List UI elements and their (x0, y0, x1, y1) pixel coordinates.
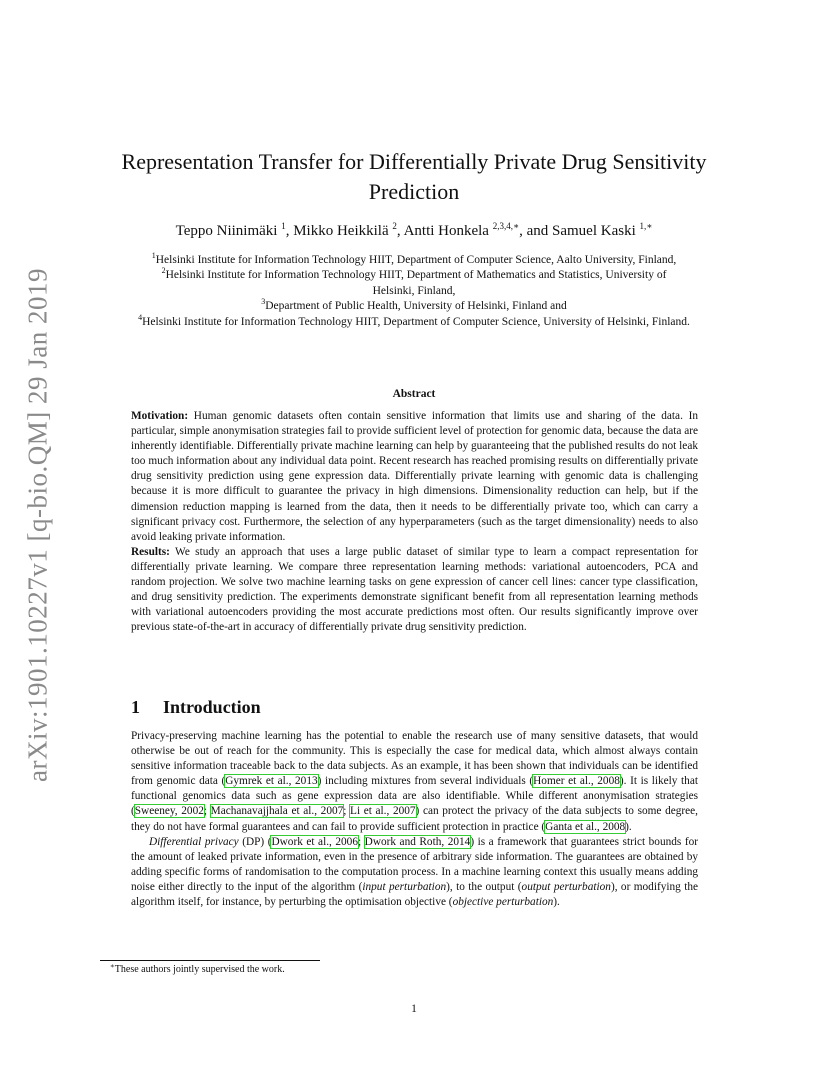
citation-link[interactable]: Machanavajjhala et al., 2007 (210, 805, 344, 818)
affiliation-sup: 1 (151, 251, 156, 260)
affiliation-4 (90, 312, 738, 330)
affiliations (90, 253, 738, 330)
title-line-1: Representation Transfer for Differentially Private Drug Sensitivity (121, 149, 707, 174)
author-affil-sup: 1,∗ (639, 221, 653, 231)
author-name: Antti Honkela (403, 223, 489, 239)
affiliation-3 (90, 299, 738, 314)
text-run: ) is a framework that guarantees strict bounds for the amount of leaked private information, even in the presence of arbitrary side information. The guarantees are obtained by adding specific forms of randomisation to the computation process. In a machine learning context this usually means adding noise either directly to the input of the algorithm ( (131, 835, 698, 893)
affiliation-text: Helsinki Institute for Information Technology HIIT, Department of Computer Science, University of Helsinki, Finland. (142, 315, 690, 328)
abstract-heading: Abstract (392, 388, 436, 400)
intro-paragraph-1 (131, 729, 698, 835)
author-name: Mikko Heikkilä (293, 223, 389, 239)
emphasis-term: Differential privacy (149, 835, 239, 848)
author-name: Samuel Kaski (552, 223, 636, 239)
citation-link[interactable]: Homer et al., 2008 (533, 775, 620, 788)
text-run: ), or modifying the algorithm itself, for instance, by perturbing the optimisation objective ( (131, 880, 699, 909)
text-run: Privacy-preserving machine learning has the potential to enable the research use of many sensitive datasets, that would otherwise be out of reach for the community. This is especially the case for medical data, which almost always contain sensitive information traceable back to the data subjects. As an example, it has been shown that individuals can be identified from genomic data ( (131, 730, 698, 788)
affiliation-sup: 4 (138, 312, 143, 322)
footnote-text: These authors jointly supervised the work. (114, 964, 285, 975)
author-separator: , (285, 223, 294, 239)
affiliation-text: Department of Public Health, University of Helsinki, Finland and (265, 300, 567, 313)
section-number: 1 (131, 697, 140, 717)
affiliation-1 (90, 253, 738, 268)
text-run: ) including mixtures from several individuals ( (317, 775, 534, 788)
citation-link[interactable]: Li et al., 2007 (350, 805, 416, 818)
citation-link[interactable]: Ganta et al., 2008 (545, 820, 626, 833)
abstract-motivation (131, 409, 698, 545)
affiliation-text: Helsinki Institute for Information Technology HIIT, Department of Computer Science, Aalto University, Finland, (155, 254, 677, 266)
text-run: ). It is likely that functional genomics data such as gene expression data are also identifiable. While different anonymisation strategies ( (131, 775, 698, 818)
emphasis-term: output perturbation (521, 880, 611, 893)
affiliation-sup: 2 (161, 266, 166, 276)
motivation-text: Human genomic datasets often contain sensitive information that limits use and sharing of the data. In particular, simple anonymisation strategies fail to provide sufficient level of protection for genomic data, because the data are inherently identifiable. Differentially private machine learning can help by guaranteeing that the published results do not leak too much information about any individual data point. Recent research has reached promising results on differentially private drug sensitivity prediction using gene expression data. Differentially private learning with genomic data is challenging because it is more difficult to guarantee the privacy in high dimensions. Dimensionality reduction can help, but if the dimension reduction mapping is learned from the data, then it needs to be differentially private too, which can carry a significant privacy cost. Furthermore, the selection of any hyperparameters (such as the target dimensionality) needs to also avoid leaking private information. (131, 410, 698, 543)
text-run: ; (203, 805, 211, 818)
arxiv-stamp-text: arXiv:1901.10227v1 [q-bio.QM] 29 Jan 2019 (22, 268, 53, 782)
introduction-body (131, 729, 698, 910)
emphasis-term: input perturbation (362, 880, 447, 893)
citation-link[interactable]: Dwork and Roth, 2014 (364, 835, 471, 848)
affiliation-sup: 3 (261, 297, 266, 307)
results-label: Results: (131, 545, 170, 558)
paper-title (90, 147, 738, 207)
footnote-rule (100, 960, 320, 961)
author-affil-sup: 2 (392, 221, 397, 231)
section-title: Introduction (163, 697, 261, 717)
author-separator: , (396, 223, 404, 239)
author-separator: , and (519, 223, 553, 239)
affiliation-2-cont: Helsinki, Finland, (372, 284, 456, 297)
intro-paragraph-2 (131, 835, 698, 910)
citation-link[interactable]: Dwork et al., 2006 (271, 835, 358, 848)
affiliation-text: Helsinki Institute for Information Technology HIIT, Department of Mathematics and Statistics, University of (165, 269, 667, 282)
affiliation-2 (90, 268, 738, 283)
author-affil-sup: 2,3,4,∗ (492, 221, 520, 231)
emphasis-term: objective perturbation (452, 896, 554, 909)
footnote-mark: ∗ (110, 962, 115, 970)
text-run: ; (357, 835, 365, 848)
title-line-2: Prediction (368, 179, 460, 204)
text-run: ; (343, 805, 351, 818)
author-affil-sup: 1 (281, 221, 286, 231)
abstract-results (131, 545, 698, 636)
author-list (90, 221, 738, 241)
text-run: ) can protect the privacy of the data subjects to some degree, they do not have formal guarantees and can fail to provide sufficient protection in practice ( (131, 805, 698, 833)
motivation-label: Motivation: (131, 410, 189, 422)
section-heading (131, 697, 261, 718)
page-number: 1 (411, 1003, 417, 1015)
footnote (110, 963, 285, 976)
author-name: Teppo Niinimäki (175, 223, 278, 239)
citation-link[interactable]: Gymrek et al., 2013 (225, 775, 318, 788)
abstract-body (131, 409, 698, 635)
text-run: ). (625, 820, 632, 833)
text-run: ), to the output ( (446, 880, 522, 893)
citation-link[interactable]: Sweeney, 2002 (134, 805, 204, 818)
text-run: ). (553, 896, 560, 909)
results-text: We study an approach that uses a large public dataset of similar type to learn a compact representation for differentially private learning. We compare three representation learning methods: variational autoencoders, PCA and random projection. We solve two machine learning tasks on gene expression of cancer cell lines: cancer type classification, and drug sensitivity prediction. The experiments demonstrate significant benefit from all representation learning methods with variational autoencoders providing the most accurate predictions most often. Our results significantly improve over previous state-of-the-art in accuracy of differentially private drug sensitivity prediction. (131, 545, 698, 634)
text-run: (DP) ( (238, 835, 272, 848)
